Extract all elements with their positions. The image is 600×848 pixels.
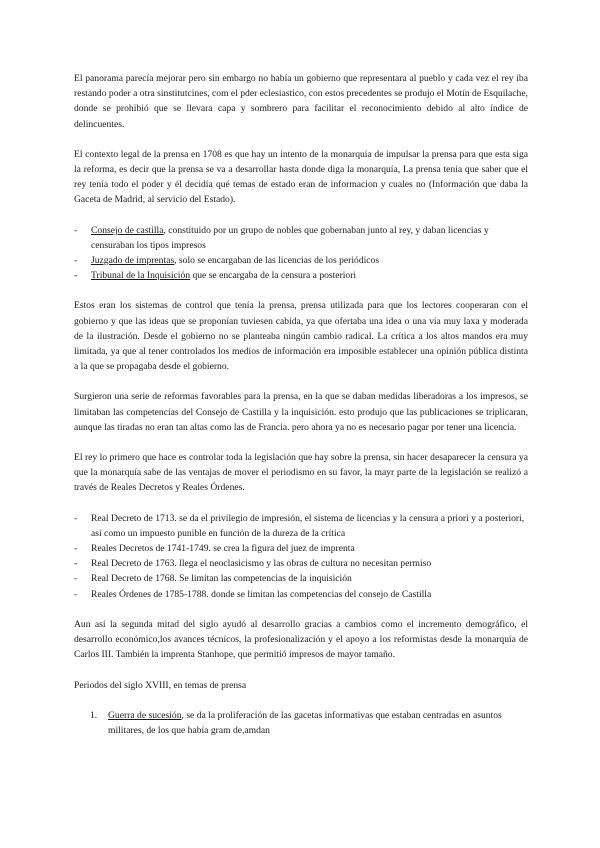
list-item-text: que se encargaba de la censura a posteriori	[190, 270, 357, 282]
list-item-term: Consejo de castilla	[91, 224, 164, 236]
list-item-text: , se da la proliferación de las gacetas informativas que estaban centradas en asuntos militares, de los que había gram de,amdan	[108, 709, 502, 736]
paragraph-reforms: Surgieron una serie de reformas favorables para la prensa, en la que se daban medidas liberadoras a los impresos, se limitaban las competencias del Consejo de Castilla y la inquisición. esto produjo que las publicaciones se triplicaran, aunque las tiradas no eran tan altas como las de Francia. pero ahora ya no es necesario pagar por tener una licencia.	[74, 391, 528, 433]
periods-list	[74, 708, 528, 738]
list-item-text: , constituido por un grupo de nobles que gobernaban junto al rey, y daban licencias y censuraban los tipos impresos	[91, 224, 489, 251]
list-item: - Real Decreto de 1768. Se limitan las competencias de la inquisición	[74, 571, 528, 586]
list-item: - Reales Decretos de 1741-1749. se crea la figura del juez de imprenta	[74, 541, 528, 556]
list-item-term: Juzgado de imprentas	[91, 255, 175, 267]
paragraph-king-legislation: El rey lo primero que hace es controlar toda la legislación que hay sobre la prensa, sin hacer desaparecer la censura ya que la monarquía sabe de las ventajas de mover el periodismo en su favor, la mayr parte de la legislación se realizó a través de Reales Decretos y Reales Órdenes.	[74, 452, 528, 494]
control-systems-list	[74, 223, 528, 284]
list-item	[74, 268, 528, 283]
list-item-term: Tribunal de la Inquisición	[91, 270, 191, 282]
list-item: - Reales Órdenes de 1785-1788. donde se limitan las competencias del consejo de Castilla	[74, 587, 528, 602]
list-item: - Real Decreto de 1763. llega el neoclasicismo y las obras de cultura no necesitan permiso	[74, 556, 528, 571]
list-item	[74, 223, 528, 253]
section-heading-periods: Periodos del siglo XVIII, en temas de prensa	[74, 679, 247, 691]
decrees-list	[74, 511, 528, 602]
list-item-term: Guerra de sucesión	[108, 709, 182, 721]
paragraph-control-systems: Estos eran los sistemas de control que tenía la prensa, prensa utilizada para que los lectores cooperaran con el gobierno y que las ideas que se proponían tuviesen cabida, ya que ofertaba una idea o una vía muy laxa y moderada de la ilustración. Desde el gobierno no se planteaba ningún cambio radical. La crítica a los altos mandos era muy limitada, ya que al tener controlados los medios de información era imposible establecer una opinión pública distinta a la que se propagaba desde el gobierno.	[74, 300, 528, 373]
document-body	[74, 71, 528, 738]
list-number: 1.	[90, 709, 98, 721]
list-item: - Real Decreto de 1713. se da el privilegio de impresión, el sistema de licencias y la censura a priori y a posteriori, así como un impuesto punible en función de la dureza de la crítica	[74, 511, 528, 541]
paragraph-legal-context: El contexto legal de la prensa en 1708 es que hay un intento de la monarquia de impulsar la prensa para que esta siga la reforma, es decir que la prensa se va a desarrollar hasta donde diga la monarquía, La prensa tenía que saber que el rey tenía todo el poder y él decidía qué temas de estado eran de informacion y cuales no (Información que daba la Gaceta de Madrid, al servicio del Estado).	[74, 148, 528, 206]
paragraph-second-half: Aun así la segunda mitad del siglo ayudó al desarrollo gracias a cambios como el incremento demográfico, el desarrollo económico,los avances técnicos, la profesionalización y el apoyo a los reformistas desde la monarquía de Carlos III. También la imprenta Stanhope, que permitió impresos de mayor tamaño.	[74, 618, 528, 661]
list-item-text: , solo se encargaban de las licencias de los periódicos	[174, 255, 380, 267]
list-item	[74, 708, 528, 738]
paragraph-panorama: El panorama parecía mejorar pero sin embargo no había un gobierno que representara al pueblo y cada vez el rey iba restando poder a otra sinstitutcines, com el pder eclesiastico, con estos precedentes se produjo el Motín de Esquilache, donde se prohibió que se llevara capa y sombrero para facilitar el reconocimiento debido al alto índice de delincuentes.	[74, 73, 528, 130]
list-item	[74, 253, 528, 268]
